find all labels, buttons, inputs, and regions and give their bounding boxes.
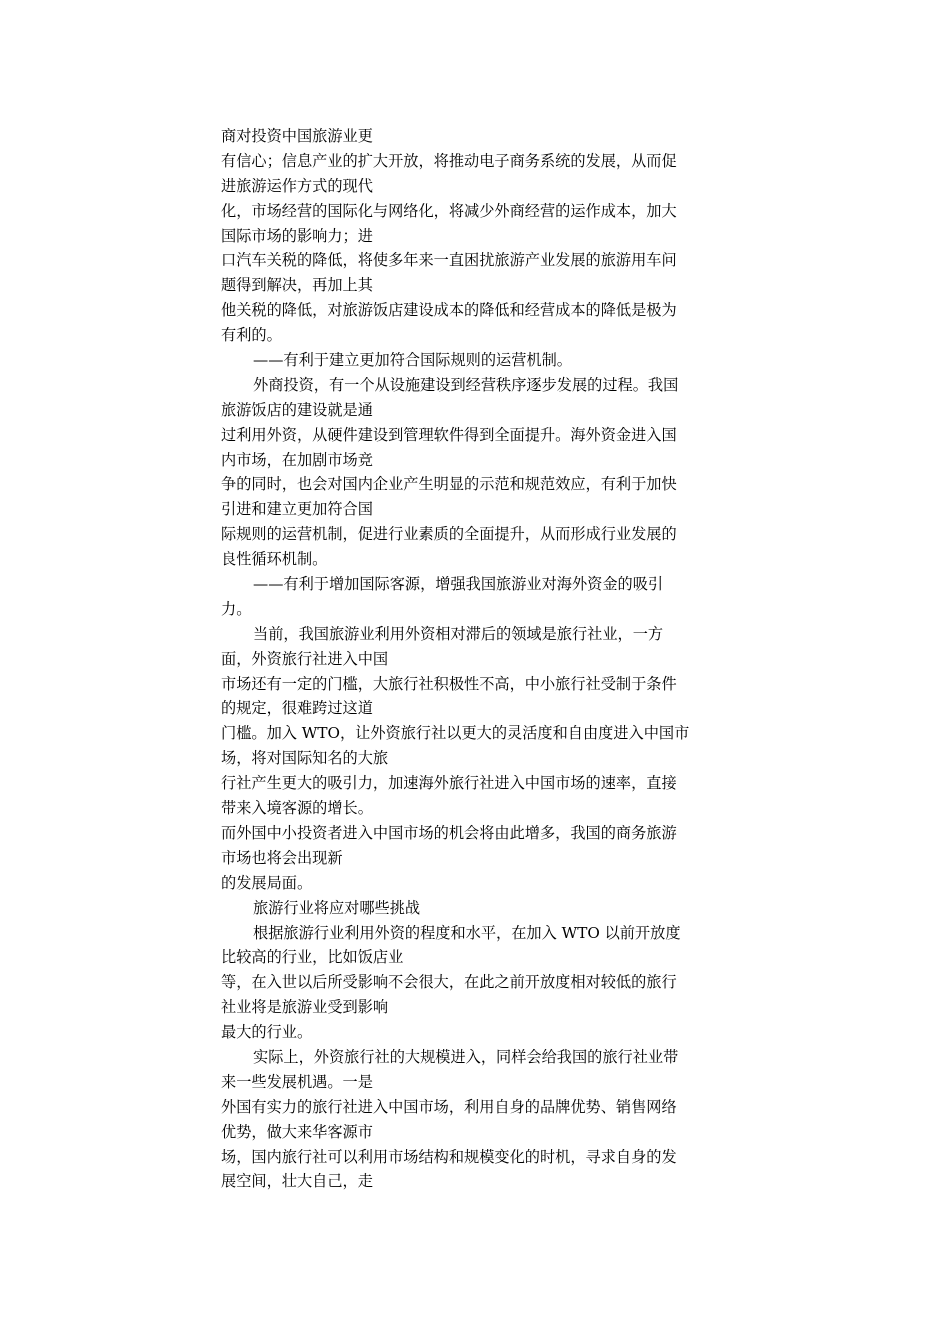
text-line: 外国有实力的旅行社进入中国市场，利用自身的品牌优势、销售网络 [221, 1097, 677, 1116]
text-line: 而外国中小投资者进入中国市场的机会将由此增多，我国的商务旅游 [221, 823, 677, 842]
text-line: 商对投资中国旅游业更 [221, 127, 373, 145]
text-line: 有利的。 [221, 326, 282, 345]
text-line: 市场也将会出现新 [221, 848, 343, 867]
text-line: 场，将对国际知名的大旅 [221, 749, 389, 768]
text-line: 引进和建立更加符合国 [221, 500, 373, 519]
text-line: 化，市场经营的国际化与网络化，将减少外商经营的运作成本，加大 [221, 201, 677, 220]
text-line: 带来入境客源的增长。 [221, 799, 373, 818]
text-line: 的规定，很难跨过这道 [221, 699, 373, 718]
text-line: 场，国内旅行社可以利用市场结构和规模变化的时机，寻求自身的发 [221, 1147, 677, 1166]
text-line: 行社产生更大的吸引力，加速海外旅行社进入中国市场的速率，直接 [221, 774, 677, 793]
body-text [221, 124, 741, 1194]
text-line: 际规则的运营机制，促进行业素质的全面提升，从而形成行业发展的 [221, 525, 677, 544]
text-line: 内市场，在加剧市场竞 [221, 450, 373, 469]
text-line: 旅游行业将应对哪些挑战 [253, 898, 421, 917]
text-line: 门槛。加入 WTO，让外资旅行社以更大的灵活度和自由度进入中国市 [221, 724, 690, 743]
text-line: 争的同时，也会对国内企业产生明显的示范和规范效应，有利于加快 [221, 475, 677, 494]
text-line: 实际上，外资旅行社的大规模进入，同样会给我国的旅行社业带 [253, 1047, 679, 1066]
text-line: 口汽车关税的降低，将使多年来一直困扰旅游产业发展的旅游用车问 [221, 251, 677, 270]
text-line: 力。 [221, 599, 252, 618]
text-line: 国际市场的影响力；进 [221, 226, 373, 245]
text-line: 最大的行业。 [221, 1023, 313, 1042]
text-line: 等，在入世以后所受影响不会很大，在此之前开放度相对较低的旅行 [221, 973, 677, 992]
text-line: 面，外资旅行社进入中国 [221, 649, 389, 668]
text-line: 市场还有一定的门槛，大旅行社积极性不高，中小旅行社受制于条件 [221, 674, 677, 693]
text-line: 的发展局面。 [221, 873, 313, 892]
text-line: 良性循环机制。 [221, 550, 328, 569]
text-line: 展空间，壮大自己，走 [221, 1172, 373, 1191]
text-line: 优势，做大来华客源市 [221, 1122, 373, 1141]
text-line: 外商投资，有一个从设施建设到经营秩序逐步发展的过程。我国 [253, 375, 679, 394]
text-line: 社业将是旅游业受到影响 [221, 998, 389, 1017]
text-line: 他关税的降低，对旅游饭店建设成本的降低和经营成本的降低是极为 [221, 301, 677, 320]
text-line: 比较高的行业，比如饭店业 [221, 948, 404, 967]
text-line: 有信心；信息产业的扩大开放，将推动电子商务系统的发展，从而促 [221, 151, 677, 170]
text-line: 根据旅游行业利用外资的程度和水平，在加入 WTO 以前开放度 [253, 923, 681, 942]
text-line: 进旅游运作方式的现代 [221, 176, 373, 195]
text-line: 当前，我国旅游业利用外资相对滞后的领域是旅行社业，一方 [253, 624, 664, 643]
text-line: ——有利于建立更加符合国际规则的运营机制。 [253, 351, 572, 370]
text-line: 题得到解决，再加上其 [221, 276, 373, 295]
text-line: ——有利于增加国际客源，增强我国旅游业对海外资金的吸引 [253, 575, 664, 594]
text-line: 旅游饭店的建设就是通 [221, 400, 373, 419]
text-line: 过利用外资，从硬件建设到管理软件得到全面提升。海外资金进入国 [221, 425, 677, 444]
text-line: 来一些发展机遇。一是 [221, 1072, 373, 1091]
